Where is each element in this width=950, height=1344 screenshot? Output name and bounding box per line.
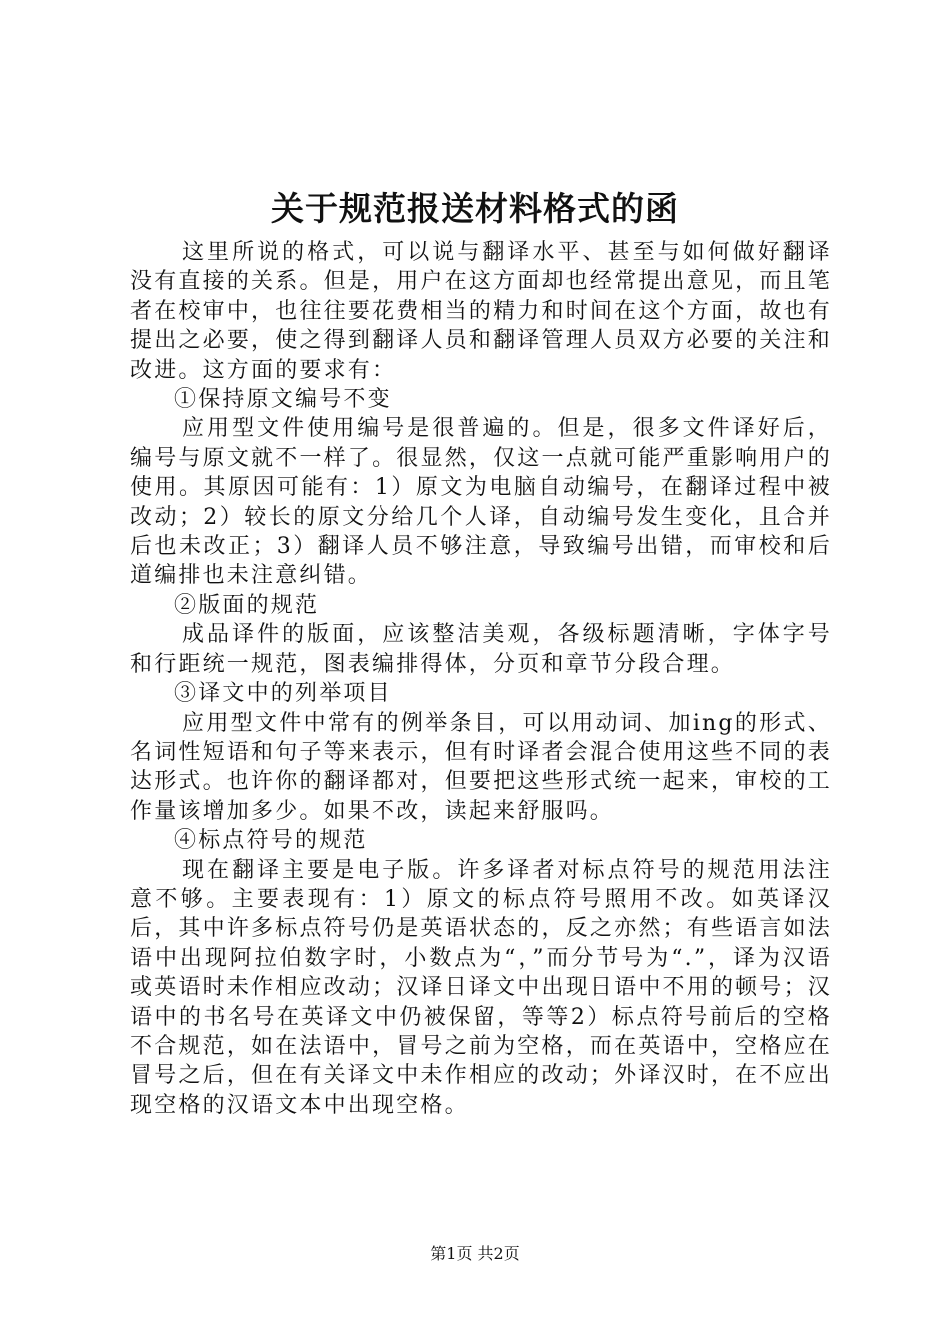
section-heading-2: ②版面的规范 (174, 592, 320, 618)
page-footer: 第1页 共2页 (430, 1244, 520, 1263)
document-title: 关于规范报送材料格式的函 (271, 189, 679, 228)
document-body (130, 238, 832, 1120)
section-heading-4: ④标点符号的规范 (174, 828, 368, 854)
section-paragraph-1: 应用型文件使用编号是很普遍的。但是，很多文件译好后，编号与原文就不一样了。很显然，仅这一点就可能严重影响用户的使用。其原因可能有：1）原文为电脑自动编号，在翻译过程中被改动；2）较长的原文分给几个人译，自动编号发生变化，且合并后也未改正；3）翻译人员不够注意，导致编号出错，而审校和后道编排也未注意纠错。 (130, 416, 832, 589)
section-heading-1: ①保持原文编号不变 (174, 387, 392, 413)
section-paragraph-4: 现在翻译主要是电子版。许多译者对标点符号的规范用法注意不够。主要表现有：1）原文的标点符号照用不改。如英译汉后，其中许多标点符号仍是英语状态的，反之亦然；有些语言如法语中出现阿拉伯数字时，小数点为“，”而分节号为“.”，译为汉语或英语时未作相应改动；汉译日译文中出现日语中不用的顿号；汉语中的书名号在英译文中仍被保留，等等2）标点符号前后的空格不合规范，如在法语中，冒号之前为空格，而在英语中，空格应在冒号之后，但在有关译文中未作相应的改动；外译汉时，在不应出现空格的汉语文本中出现空格。 (130, 857, 832, 1118)
intro-paragraph: 这里所说的格式，可以说与翻译水平、甚至与如何做好翻译没有直接的关系。但是，用户在这方面却也经常提出意见，而且笔者在校审中，也往往要花费相当的精力和时间在这个方面，故也有提出之必要，使之得到翻译人员和翻译管理人员双方必要的关注和改进。这方面的要求有： (130, 240, 832, 383)
section-paragraph-2: 成品译件的版面，应该整洁美观，各级标题清晰，字体字号和行距统一规范，图表编排得体，分页和章节分段合理。 (130, 622, 832, 677)
section-paragraph-3: 应用型文件中常有的例举条目，可以用动词、加ing的形式、名词性短语和句子等来表示，但有时译者会混合使用这些不同的表达形式。也许你的翻译都对，但要把这些形式统一起来，审校的工作量该增加多少。如果不改，读起来舒服吗。 (130, 710, 832, 824)
section-heading-3: ③译文中的列举项目 (174, 681, 392, 707)
